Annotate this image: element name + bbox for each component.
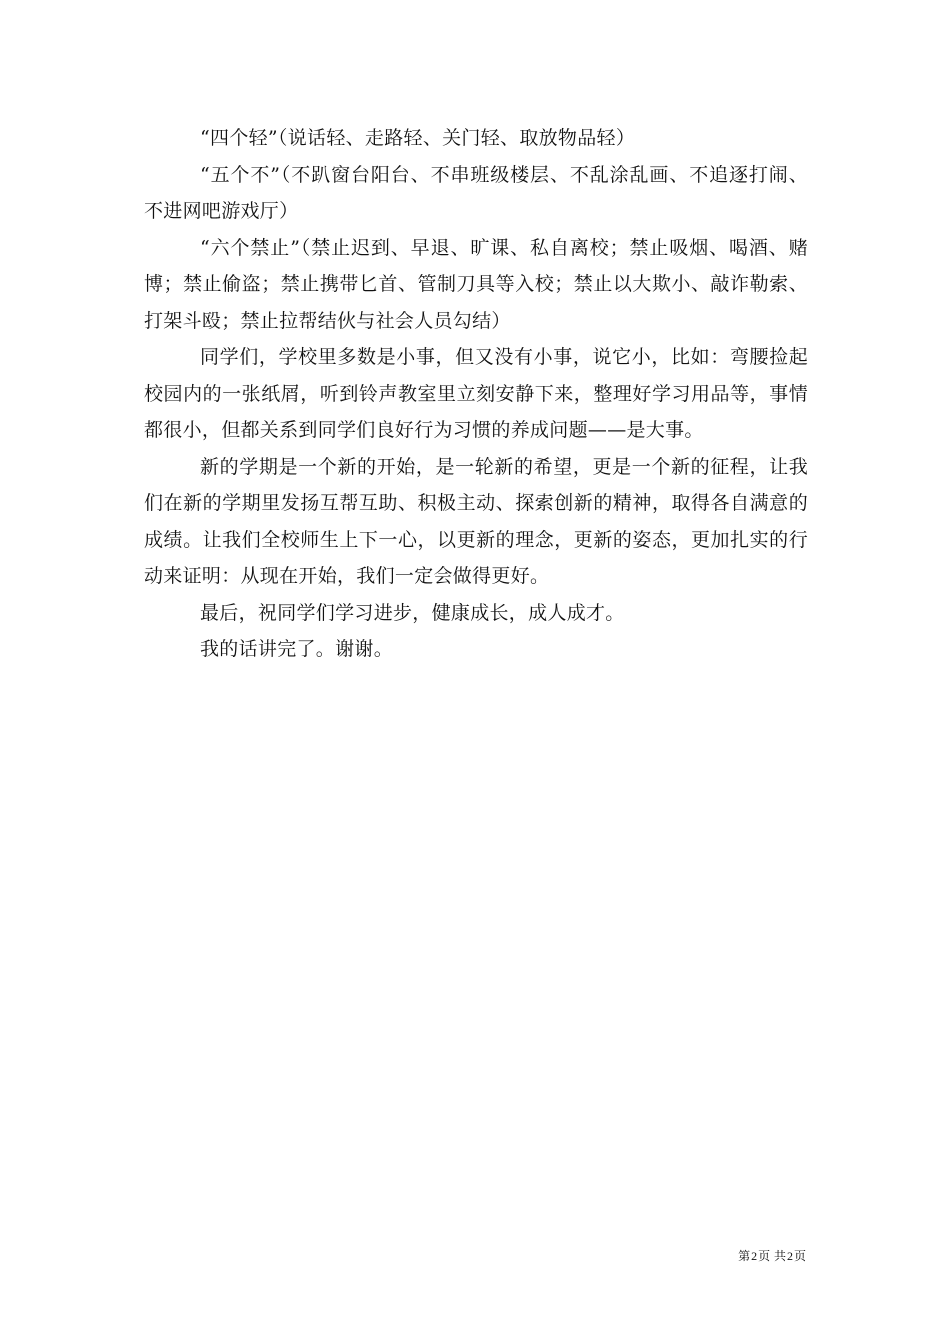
footer-total-pages: 2 [786, 1249, 793, 1263]
footer-middle: 页 共 [758, 1249, 786, 1263]
paragraph-four-lights: “四个轻”（说话轻、走路轻、关门轻、取放物品轻） [200, 127, 636, 149]
paragraph-wishes: 最后，祝同学们学习进步，健康成长，成人成才。 [200, 601, 625, 624]
paragraph-five-nots: “五个不”（不趴窗台阳台、不串班级楼层、不乱涂乱画、不追逐打闹、不进网吧游戏厅） [144, 163, 808, 222]
paragraph-closing: 我的话讲完了。谢谢。 [200, 638, 394, 660]
footer-current-page: 2 [751, 1249, 758, 1263]
page-number-footer [738, 1248, 806, 1264]
document-body [144, 120, 808, 668]
footer-suffix: 页 [793, 1249, 806, 1263]
paragraph-new-semester: 新的学期是一个新的开始，是一轮新的希望，更是一个新的征程，让我们在新的学期里发扬互帮互助、积极主动、探索创新的精神，取得各自满意的成绩。让我们全校师生上下一心，以更新的理念，更新的姿态，更加扎实的行动来证明：从现在开始，我们一定会做得更好。 [144, 455, 808, 587]
paragraph-six-prohibitions: “六个禁止”（禁止迟到、早退、旷课、私自离校；禁止吸烟、喝酒、赌博；禁止偷盗；禁止携带匕首、管制刀具等入校；禁止以大欺小、敲诈勒索、打架斗殴；禁止拉帮结伙与社会人员勾结） [144, 236, 808, 332]
paragraph-small-things: 同学们，学校里多数是小事，但又没有小事，说它小，比如：弯腰捡起校园内的一张纸屑，听到铃声教室里立刻安静下来，整理好学习用品等，事情都很小，但都关系到同学们良好行为习惯的养成问题——是大事。 [144, 346, 808, 441]
footer-prefix: 第 [738, 1249, 751, 1263]
